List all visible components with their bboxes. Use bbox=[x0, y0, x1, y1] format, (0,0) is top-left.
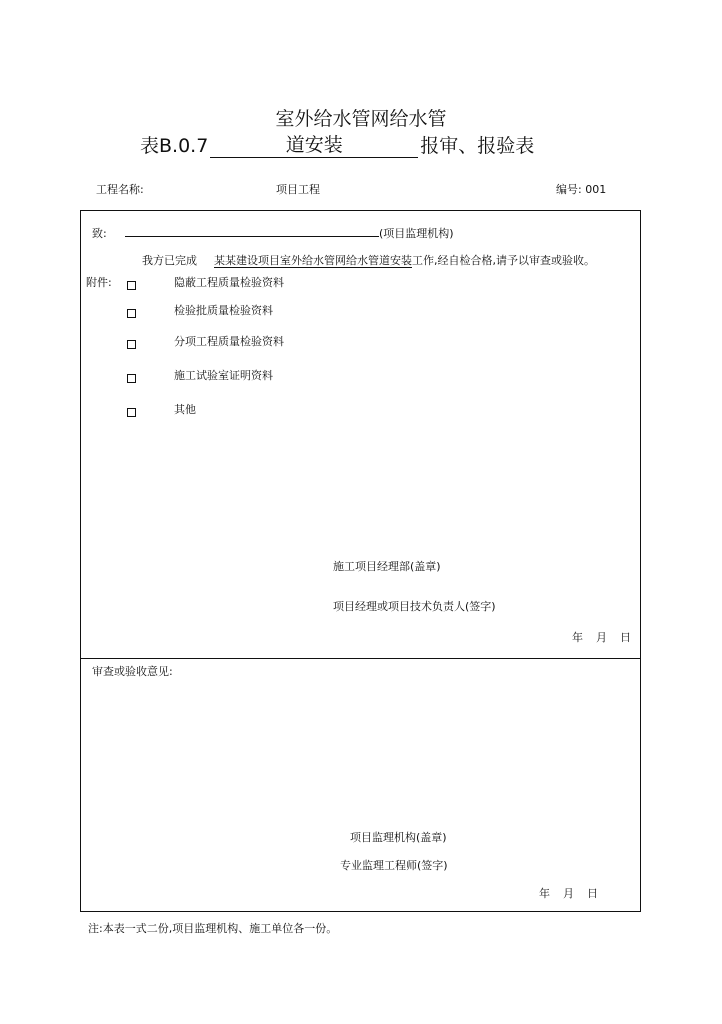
contractor-date-day: 日 bbox=[620, 631, 631, 644]
supervisor-date-month: 月 bbox=[563, 887, 574, 900]
completed-prefix: 我方已完成 bbox=[142, 254, 197, 267]
review-opinion-label: 审查或验收意见: bbox=[92, 665, 173, 678]
footnote: 注:本表一式二份,项目监理机构、施工单位各一份。 bbox=[88, 922, 338, 935]
attachment-label-5: 其他 bbox=[174, 403, 196, 416]
recipient-hint: (项目监理机构) bbox=[379, 227, 454, 240]
attachment-checkbox-2[interactable] bbox=[127, 309, 136, 318]
attachment-checkbox-3[interactable] bbox=[127, 340, 136, 349]
attachment-checkbox-5[interactable] bbox=[127, 408, 136, 417]
form-number-value: 001 bbox=[585, 183, 607, 196]
attachment-label-2: 检验批质量检验资料 bbox=[174, 304, 273, 317]
attachment-checkbox-1[interactable] bbox=[127, 281, 136, 290]
contractor-date-year: 年 bbox=[572, 631, 583, 644]
contractor-stamp-label: 施工项目经理部(盖章) bbox=[333, 560, 441, 573]
project-name-label: 工程名称: bbox=[96, 183, 144, 196]
attachment-checkbox-4[interactable] bbox=[127, 374, 136, 383]
form-title-prefix: 表B.0.7 bbox=[140, 135, 209, 157]
completed-suffix: 工作,经自检合格,请予以审查或验收。 bbox=[412, 254, 595, 267]
attachments-label: 附件: bbox=[86, 276, 112, 289]
supervisor-stamp-label: 项目监理机构(盖章) bbox=[350, 831, 447, 844]
form-number-label: 编号: bbox=[556, 183, 582, 196]
section-divider bbox=[80, 658, 641, 659]
recipient-blank bbox=[125, 226, 379, 237]
contractor-signer-label: 项目经理或项目技术负责人(签字) bbox=[333, 600, 496, 613]
form-title-line2 bbox=[140, 130, 534, 158]
to-label: 致: bbox=[92, 227, 107, 240]
attachment-label-1: 隐蔽工程质量检验资料 bbox=[174, 276, 284, 289]
supervisor-date-year: 年 bbox=[539, 887, 550, 900]
supervisor-date-day: 日 bbox=[587, 887, 598, 900]
contractor-date-month: 月 bbox=[596, 631, 607, 644]
project-name-value: 项目工程 bbox=[276, 183, 320, 196]
form-number bbox=[556, 181, 606, 197]
attachment-label-3: 分项工程质量检验资料 bbox=[174, 335, 284, 348]
supervisor-signer-label: 专业监理工程师(签字) bbox=[340, 859, 448, 872]
to-line bbox=[125, 225, 454, 241]
attachment-label-4: 施工试验室证明资料 bbox=[174, 369, 273, 382]
completion-statement bbox=[142, 252, 595, 268]
form-title-line1: 室外给水管网给水管 bbox=[275, 108, 447, 130]
completed-project: 某某建设项目室外给水管网给水管道安装 bbox=[214, 254, 412, 267]
form-title-suffix: 报审、报验表 bbox=[420, 135, 535, 157]
form-title-fill: 道安装 bbox=[210, 130, 418, 158]
